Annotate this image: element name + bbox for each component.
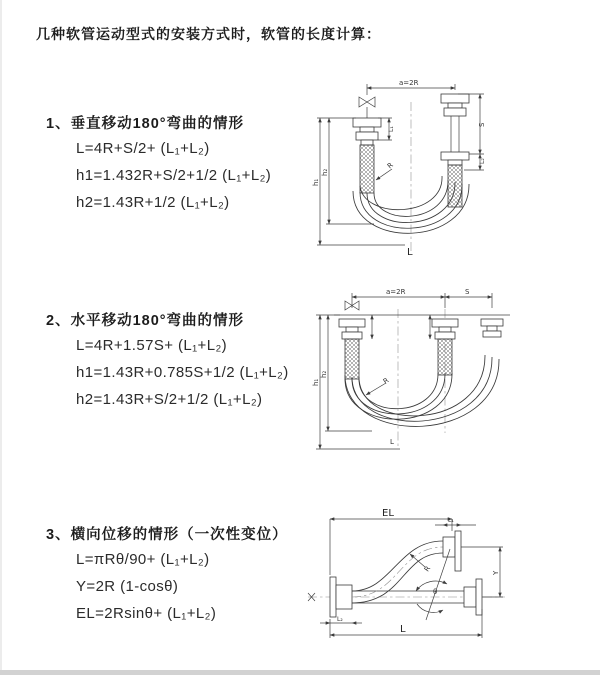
radius-label: R xyxy=(381,376,391,386)
valve-icon xyxy=(359,97,375,118)
section-1-formula-h2: h2=1.43R+1/2 (L₁+L₂) xyxy=(76,194,230,211)
diagram-horizontal-180-bend xyxy=(312,283,527,455)
radius-label: R xyxy=(385,161,395,171)
section-2-formula-h2: h2=1.43R+S/2+1/2 (L₁+L₂) xyxy=(76,391,263,408)
dim-y-label: Y xyxy=(492,570,500,575)
diagram-vertical-180-bend xyxy=(312,74,512,260)
hose-curves xyxy=(345,355,499,426)
angle-theta-label: θ xyxy=(433,588,438,596)
dim-a2r-label: a=2R xyxy=(386,288,406,296)
dim-l1-label: L₁ xyxy=(448,517,454,524)
dim-h2-label: h₂ xyxy=(320,370,328,378)
section-3-formula-el: EL=2Rsinθ+ (L₁+L₂) xyxy=(76,605,217,622)
section-2-heading: 2、水平移动180°弯曲的情形 xyxy=(46,313,245,329)
left-fitting xyxy=(353,118,381,193)
diagram-lateral-displacement xyxy=(300,505,595,647)
dim-l1-label: L₁ xyxy=(388,126,395,132)
dim-h2-label: h₂ xyxy=(321,168,329,176)
section-1-formula-h1: h1=1.432R+S/2+1/2 (L₁+L₂) xyxy=(76,167,272,184)
section-2-formula-h1: h1=1.43R+0.785S+1/2 (L₁+L₂) xyxy=(76,364,289,381)
left-flange xyxy=(330,577,352,617)
section-1-heading: 1、垂直移动180°弯曲的情形 xyxy=(46,116,245,132)
section-3-formula-l: L=πRθ/90+ (L₁+L₂) xyxy=(76,551,210,568)
section-1-formula-l: L=4R+S/2+ (L₁+L₂) xyxy=(76,140,210,157)
page-title: 几种软管运动型式的安装方式时，软管的长度计算： xyxy=(36,26,381,42)
dim-l-bottom-label: L xyxy=(407,247,413,258)
right-fitting xyxy=(441,94,469,207)
dim-a2r-label: a=2R xyxy=(399,79,419,87)
hose-displaced-position xyxy=(352,531,461,603)
right-fitting xyxy=(481,319,503,337)
dim-l-bottom-label: L xyxy=(400,624,406,635)
dim-s-label: S xyxy=(478,122,486,127)
section-3-heading: 3、横向位移的情形（一次性变位） xyxy=(46,527,288,543)
page-edge-left xyxy=(0,0,2,675)
left-fitting xyxy=(339,319,365,379)
middle-fitting xyxy=(432,319,458,375)
dim-l2-label: L₂ xyxy=(479,158,486,164)
dim-el-label: EL xyxy=(382,508,394,519)
dim-h1-label: h₁ xyxy=(312,378,320,386)
dim-l-bottom-label: L xyxy=(390,438,394,446)
section-3-formula-y: Y=2R (1-cosθ) xyxy=(76,578,179,595)
dim-s-label: S xyxy=(465,288,470,296)
radius-label: R xyxy=(422,564,433,574)
dim-l2-label: L₂ xyxy=(337,616,343,623)
dim-h1-label: h₁ xyxy=(312,178,320,186)
section-2-formula-l: L=4R+1.57S+ (L₁+L₂) xyxy=(76,337,228,354)
page-edge-bottom xyxy=(0,670,600,675)
